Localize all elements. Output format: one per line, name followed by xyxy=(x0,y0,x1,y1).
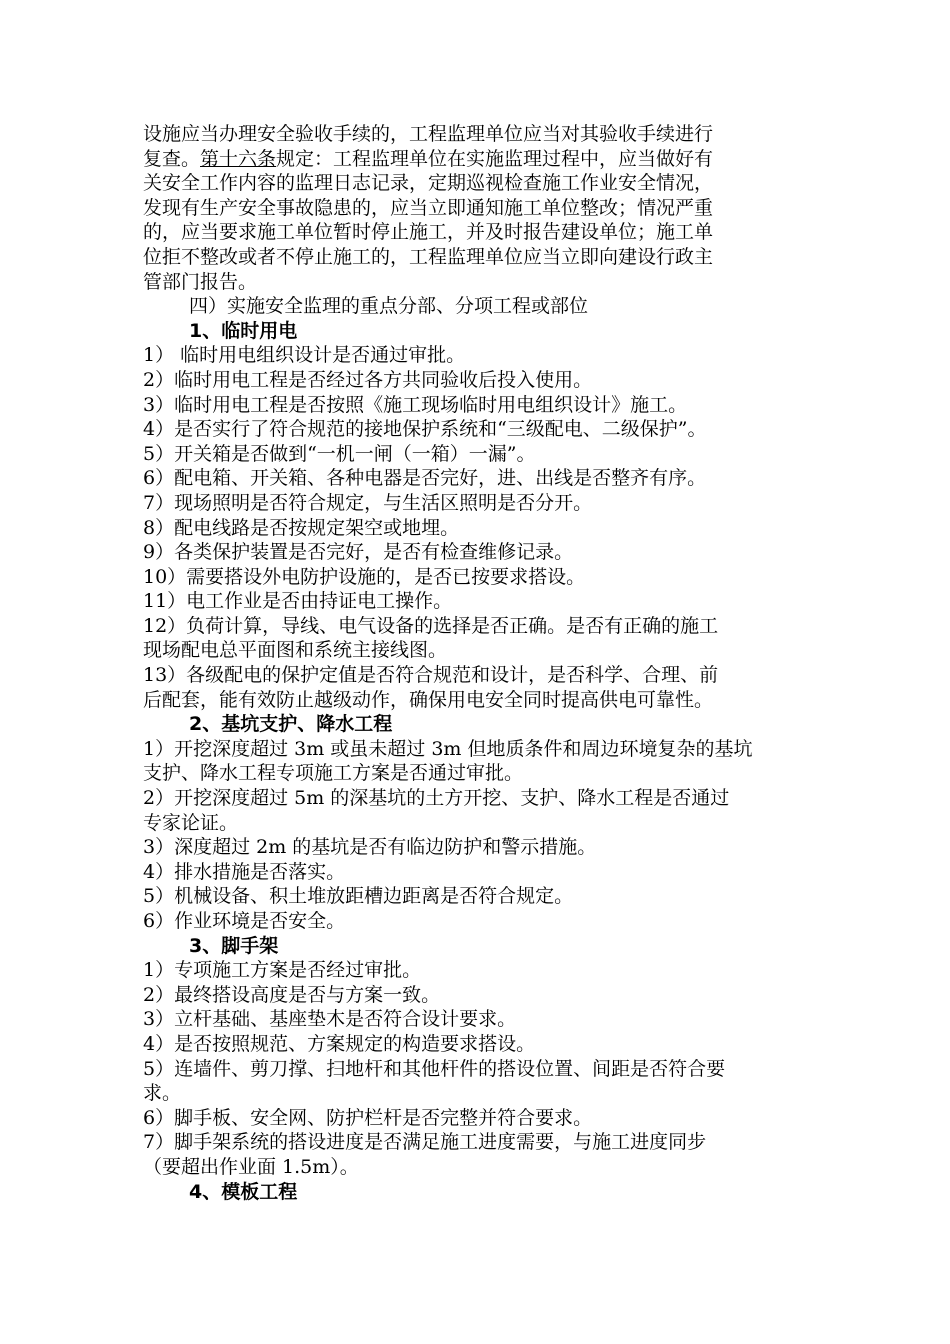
list-item: 求。 xyxy=(143,1082,182,1105)
article-16-link[interactable]: 第十六条 xyxy=(200,147,277,170)
list-item: 12）负荷计算，导线、电气设备的选择是否正确。是否有正确的施工 xyxy=(143,614,719,637)
list-item: 后配套，能有效防止越级动作，确保用电安全同时提高供电可靠性。 xyxy=(143,688,714,711)
heading-formwork: 4、模板工程 xyxy=(189,1180,298,1203)
list-item: 10）需要搭设外电防护设施的，是否已按要求搭设。 xyxy=(143,565,586,588)
intro-line-5: 的，应当要求施工单位暂时停止施工，并及时报告建设单位；施工单 xyxy=(143,221,714,244)
list-item: 6）脚手板、安全网、防护栏杆是否完整并符合要求。 xyxy=(143,1106,593,1129)
intro-line-4: 发现有生产安全事故隐患的，应当立即通知施工单位整改；情况严重 xyxy=(143,196,714,219)
heading-foundation-pit: 2、基坑支护、降水工程 xyxy=(189,713,393,736)
intro-line-2-post: 规定：工程监理单位在实施监理过程中，应当做好有 xyxy=(276,147,714,170)
heading-temporary-power: 1、临时用电 xyxy=(189,319,298,342)
intro-line-2 xyxy=(143,147,835,172)
list-item: （要超出作业面 1.5m）。 xyxy=(143,1155,359,1178)
heading-scaffolding: 3、脚手架 xyxy=(189,934,279,957)
list-item: 2）临时用电工程是否经过各方共同验收后投入使用。 xyxy=(143,368,593,391)
list-item: 支护、降水工程专项施工方案是否通过审批。 xyxy=(143,762,524,785)
list-item: 6）作业环境是否安全。 xyxy=(143,910,346,932)
list-item: 6）配电箱、开关箱、各种电器是否完好，进、出线是否整齐有序。 xyxy=(143,467,707,490)
list-item: 2）最终搭设高度是否与方案一致。 xyxy=(143,983,441,1006)
list-item: 5）连墙件、剪刀撑、扫地杆和其他杆件的搭设位置、间距是否符合要 xyxy=(143,1057,726,1080)
list-item: 11）电工作业是否由持证电工操作。 xyxy=(143,590,453,613)
document-body xyxy=(143,122,835,1204)
list-item: 1） 临时用电组织设计是否通过审批。 xyxy=(143,344,466,367)
intro-line-2-pre: 复查。 xyxy=(143,147,201,170)
list-item: 4）排水措施是否落实。 xyxy=(143,860,346,883)
list-item: 4）是否实行了符合规范的接地保护系统和“三级配电、二级保护”。 xyxy=(143,418,707,441)
list-item: 7）脚手架系统的搭设进度是否满足施工进度需要，与施工进度同步 xyxy=(143,1131,707,1154)
intro-line-1: 设施应当办理安全验收手续的，工程监理单位应当对其验收手续进行 xyxy=(143,123,714,145)
list-item: 专家论证。 xyxy=(143,811,239,834)
intro-line-7: 管部门报告。 xyxy=(143,270,258,293)
list-item: 8）配电线路是否按规定架空或地埋。 xyxy=(143,516,460,539)
list-item: 3）深度超过 2m 的基坑是否有临边防护和警示措施。 xyxy=(143,836,597,859)
list-item: 4）是否按照规范、方案规定的构造要求搭设。 xyxy=(143,1032,536,1055)
list-item: 3）临时用电工程是否按照《施工现场临时用电组织设计》施工。 xyxy=(143,393,688,416)
list-item: 2）开挖深度超过 5m 的深基坑的土方开挖、支护、降水工程是否通过 xyxy=(143,787,730,810)
intro-line-6: 位拒不整改或者不停止施工的，工程监理单位应当立即向建设行政主 xyxy=(143,245,714,268)
list-item: 1）开挖深度超过 3m 或虽未超过 3m 但地质条件和周边环境复杂的基坑 xyxy=(143,737,753,760)
list-item: 现场配电总平面图和系统主接线图。 xyxy=(143,639,448,662)
intro-line-3: 关安全工作内容的监理日志记录，定期巡视检查施工作业安全情况， xyxy=(143,172,714,195)
list-item: 3）立杆基础、基座垫木是否符合设计要求。 xyxy=(143,1008,517,1031)
list-item: 9）各类保护装置是否完好，是否有检查维修记录。 xyxy=(143,541,574,564)
list-item: 5）开关箱是否做到“一机一闸（一箱）一漏”。 xyxy=(143,442,536,465)
section-4-title: 四）实施安全监理的重点分部、分项工程或部位 xyxy=(189,295,589,318)
list-item: 7）现场照明是否符合规定，与生活区照明是否分开。 xyxy=(143,491,593,514)
list-item: 5）机械设备、积土堆放距槽边距离是否符合规定。 xyxy=(143,885,574,908)
list-item: 13）各级配电的保护定值是否符合规范和设计，是否科学、合理、前 xyxy=(143,664,719,687)
list-item: 1）专项施工方案是否经过审批。 xyxy=(143,959,422,982)
